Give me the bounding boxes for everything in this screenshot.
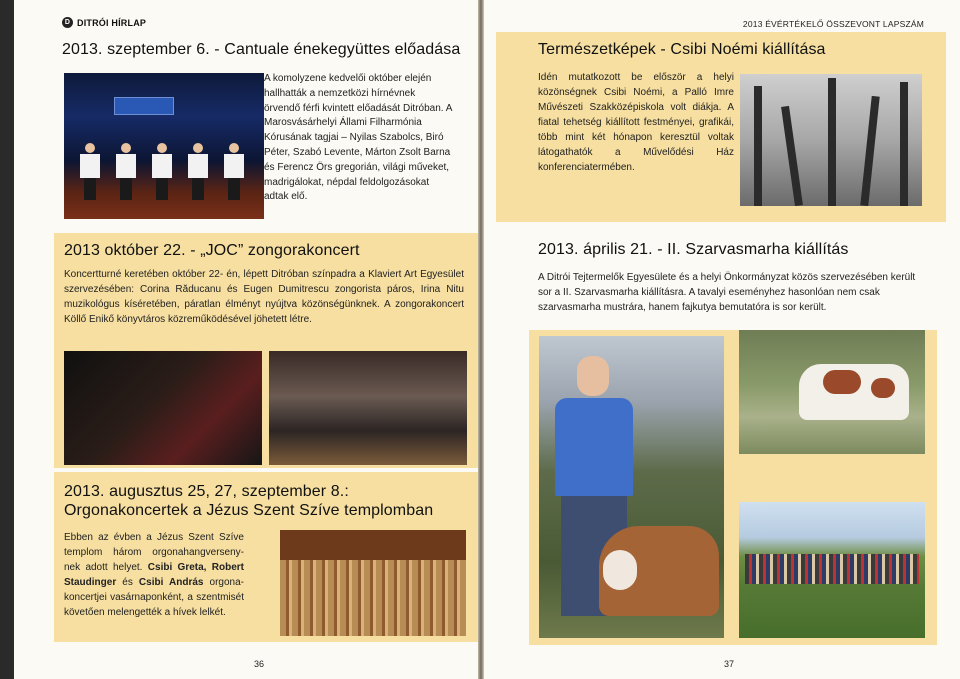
section-joc-concert xyxy=(54,233,478,468)
article-body-cattle: A Ditrói Tejtermelők Egyesülete és a helyi Önkormányzat közös szervezésében került sor a II. Szarvasmarha kiállításra. A tavalyi eseményhez hasonlóan nem csak szarvasmarha mustrára, hanem fajkutya bemutatóra is sor került. xyxy=(538,272,916,313)
section-cattle-photos xyxy=(529,330,937,645)
right-page xyxy=(484,0,960,679)
page-number-right: 37 xyxy=(724,659,735,669)
photo-cow-exhibit xyxy=(739,330,925,454)
photo-boy-with-dog xyxy=(539,336,724,638)
photo-stage-performers xyxy=(269,351,467,465)
photo-tree-artwork xyxy=(740,74,922,206)
performer-names: Csibi Greta, Robert Staudinger xyxy=(64,562,244,588)
photo-church-organ xyxy=(280,530,466,636)
section-organ-concerts xyxy=(54,472,478,642)
magazine-header xyxy=(62,17,146,28)
article-body-organ: Ebben az évben a Jézus Szent Szíve templom három orgonahangverseny-nek adott helyet. Csibi Greta, Robert Staudinger és Csibi András orgona-koncertjei vasárnaponként, a szentmisét követően melengették a hívek lelkét. xyxy=(64,532,244,618)
left-page xyxy=(0,0,478,679)
article-title-noemi: Természetképek - Csibi Noémi kiállítása xyxy=(538,41,826,58)
issue-header: 2013 ÉVÉRTÉKELŐ ÖSSZEVONT LAPSZÁM xyxy=(742,19,924,29)
article-title-cattle: 2013. április 21. - II. Szarvasmarha kiállítás xyxy=(538,241,849,258)
photo-choir xyxy=(64,73,264,219)
photo-field-crowd xyxy=(739,502,925,638)
page-number-left: 36 xyxy=(254,659,265,669)
article-body-joc: Koncertturné keretében október 22- én, lépett Ditróban színpadra a Klaviert Art Egyesület szervezésében: Corina Răducanu és Eugen Dumitrescu zongorista páros, Irina Nitu muzikológus kíséretében, páratlan élményt nyújtva közönségünknek. A zongorakoncert Köllő Enikő könyvtáros közreműködésével jöhetett létre. xyxy=(64,269,464,325)
article-body-noemi: Idén mutatkozott be először a helyi közönségnek Csibi Noémi, a Palló Imre Művészeti Szakközépiskola volt diákja. A fiatal tehetség kiállított festményei, grafikái, több mint két hónapon keresztül voltak látogathatók a Művelődési Ház konferenciatermében. xyxy=(538,72,734,173)
photo-piano-concert xyxy=(64,351,262,465)
article-body-cantuale: A komolyzene kedvelői október elején hallhatták a nemzetközi hírnévnek örvendő férfi kvintett előadását Ditróban. A Marosvásárhelyi Állami Filharmónia Kórusának tagjai – Nyilas Szabolcs, Biró Péter, Szabó Levente, Márton Zsolt Barna és Ferencz Örs gregorián, világi műveket, madrigálokat, népdal feldolgozásokat adtak elő. xyxy=(264,73,452,203)
article-title-organ: 2013. augusztus 25, 27, szeptember 8.: Orgonakoncertek a Jézus Szent Szíve templomban xyxy=(64,483,434,519)
magazine-logo-icon: D xyxy=(62,17,73,28)
section-natural-images-exhibit xyxy=(496,32,946,222)
performer-name: Csibi András xyxy=(138,577,204,588)
article-title-joc: 2013 október 22. - „JOC” zongorakoncert xyxy=(64,242,360,259)
article-title-cantuale: 2013. szeptember 6. - Cantuale énekegyüttes előadása xyxy=(62,41,461,58)
magazine-title: DITRÓI HÍRLAP xyxy=(77,17,147,28)
